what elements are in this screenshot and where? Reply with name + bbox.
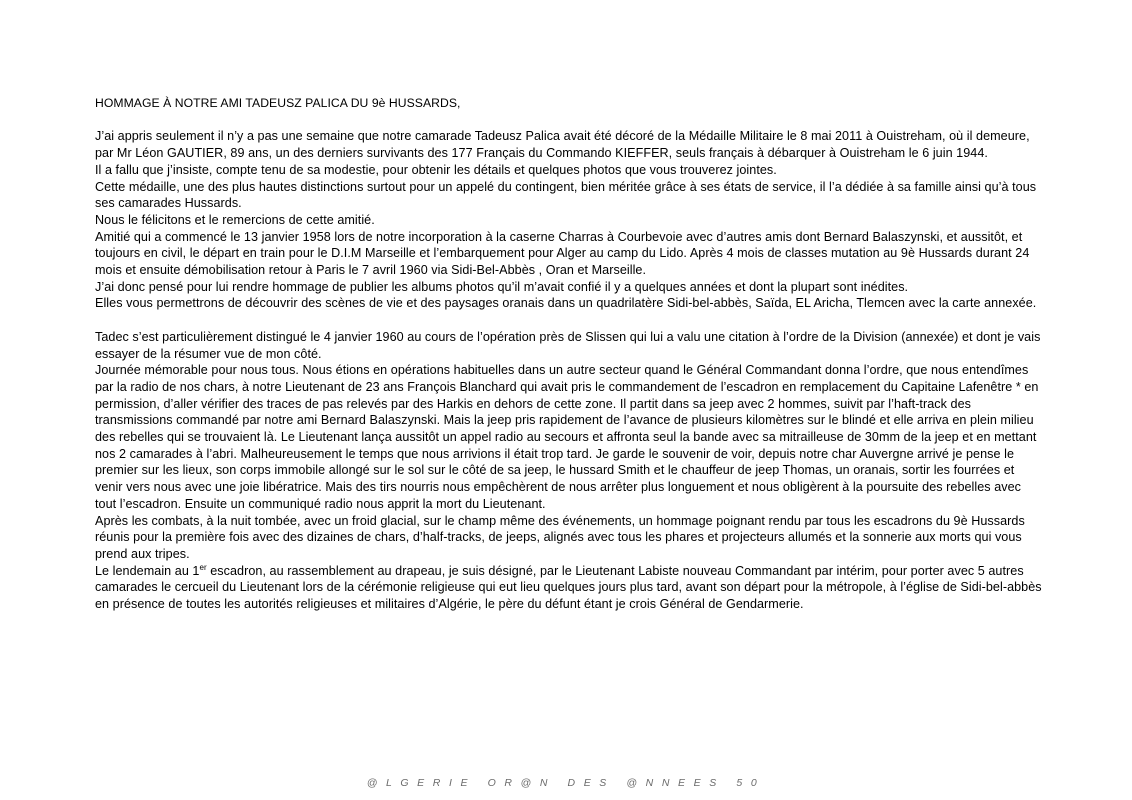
paragraph-gap (95, 312, 1043, 329)
last-paragraph (95, 563, 1043, 613)
paragraph: Amitié qui a commencé le 13 janvier 1958 lors de notre incorporation à la caserne Charras à Courbevoie avec d’autres amis dont Bernard Balaszynski, et aussitôt, et toujours en civil, le départ en train pour le D.I.M Marseille et l’embarquement pour Alger au camp du Lido. Après 4 mois de classes mutation au 9è Hussards durant 24 mois et ensuite démobilisation retour à Paris le 7 avril 1960 via Sidi-Bel-Abbès , Oran et Marseille. (95, 229, 1030, 278)
paragraph: Il a fallu que j’insiste, compte tenu de sa modestie, pour obtenir les détails et quelques photos que vous trouverez jointes. (95, 162, 777, 177)
paragraph: Nous le félicitons et le remercions de cette amitié. (95, 212, 375, 227)
page-footer: @LGERIE OR@N DES @NNEES 50 (366, 777, 766, 789)
document-title: HOMMAGE À NOTRE AMI TADEUSZ PALICA DU 9è HUSSARDS, (95, 96, 461, 110)
paragraph: Journée mémorable pour nous tous. Nous étions en opérations habituelles dans un autre secteur quand le Général Commandant donna l’ordre, que nous entendîmes par la radio de nos chars, à notre Lieutenant de 23 ans François Blanchard qui avait pris le commandement de l’escadron en remplacement du Capitaine Lafenêtre * en permission, d’aller vérifier des traces de pas relevés par des Harkis en dehors de cette zone. Il partit dans sa jeep avec 2 hommes, suivit par l’haft-track des transmissions commandé par notre ami Bernard Balaszynski. Mais la jeep pris rapidement de l’avance de plusieurs kilomètres sur le blindé et elle arriva en plein milieu des rebelles qui se trouvaient là. Le Lieutenant lança aussitôt un appel radio au secours et affronta seul la bande avec sa mitrailleuse de 30mm de la jeep et en mettant nos 2 camarades à l’abri. Malheureusement le temps que nous arrivions il était trop tard. Je garde le souvenir de voir, depuis notre char Auvergne arrivé je pense le premier sur les lieux, son corps immobile allongé sur le sol sur le côté de sa jeep, le hussard Smith et le chauffeur de jeep Thomas, un oranais, sortir les fourrées et venir vers nous avec une joie libératrice. Mais des tirs nourris nous empêchèrent de nous arrêter plus longuement et nous obligèrent à la poursuite des rebelles avec tout l’escadron. Ensuite un communiqué radio nous apprit la mort du Lieutenant. (95, 363, 1039, 511)
document-body (95, 95, 1043, 613)
paragraph: Elles vous permettrons de découvrir des scènes de vie et des paysages oranais dans un quadrilatère Sidi-bel-abbès, Saïda, EL Aricha, Tlemcen avec la carte annexée. (95, 296, 1037, 311)
last-paragraph-end: escadron, au rassemblement au drapeau, je suis désigné, par le Lieutenant Labiste nouveau Commandant par intérim, pour porter avec 5 autres camarades le cercueil du Lieutenant lors de la cérémonie religieuse qui eut lieu quelques jours plus tard, avant son départ pour la métropole, à l’église de Sidi-bel-abbès en présence de toutes les autorités religieuses et militaires d’Algérie, le père du défunt étant je crois Général de Gendarmerie. (95, 563, 1042, 612)
paragraph: Tadec s’est particulièrement distingué le 4 janvier 1960 au cours de l’opération près de Slissen qui lui a valu une citation à l’ordre de la Division (annexée) et dont je vais essayer de la résumer vue de mon côté. (95, 329, 1041, 361)
paragraph: J’ai donc pensé pour lui rendre hommage de publier les albums photos qu’il m’avait confié il y a quelques années et dont la plupart sont inédites. (95, 279, 909, 294)
paragraph: Après les combats, à la nuit tombée, avec un froid glacial, sur le champ même des événements, un hommage poignant rendu par tous les escadrons du 9è Hussards réunis pour la première fois avec des dizaines de chars, d’half-tracks, de jeeps, alignés avec tous les phares et projecteurs allumés et la sonnerie aux morts qui vous prend aux tripes. (95, 513, 1025, 561)
paragraph: Cette médaille, une des plus hautes distinctions surtout pour un appelé du contingent, bien méritée grâce à ses états de service, il l’a dédiée à sa famille ainsi qu’à tous ses camarades Hussards. (95, 179, 1037, 211)
last-paragraph-start: Le lendemain au 1 (95, 563, 200, 578)
paragraph: J’ai appris seulement il n’y a pas une semaine que notre camarade Tadeusz Palica avait été décoré de la Médaille Militaire le 8 mai 2011 à Ouistreham, où il demeure, par Mr Léon GAUTIER, 89 ans, un des derniers survivants des 177 Français du Commando KIEFFER, seuls français à débarquer à Ouistreham le 6 juin 1944. (95, 129, 1030, 161)
ordinal-superscript: er (199, 562, 207, 572)
